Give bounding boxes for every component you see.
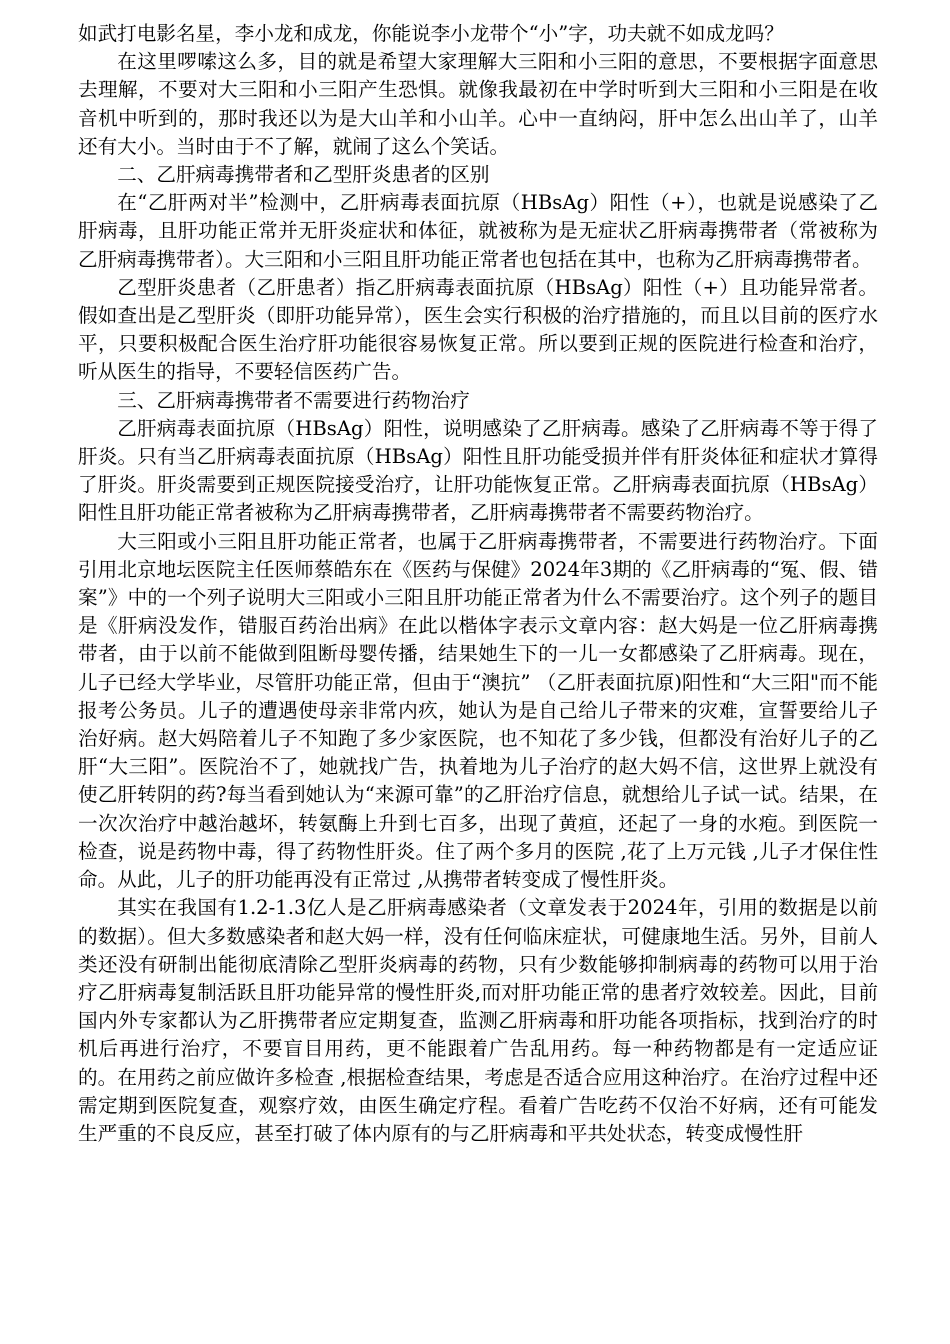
section-heading-3: 三、乙肝病毒携带者不需要进行药物治疗: [117, 388, 470, 412]
document-page: [78, 20, 878, 1148]
paragraph-intro-explanation: 在这里啰嗦这么多，目的就是希望大家理解大三阳和小三阳的意思，不要根据字面意思去理解，不要对大三阳和小三阳产生恐惧。就像我最初在中学时听到大三阳和小三阳是在收音机中听到的，那时我还以为是大山羊和小山羊。心中一直纳闷，肝中怎么出山羊了，山羊还有大小。当时由于不了解，就闹了这么个笑话。: [78, 50, 878, 158]
section-heading-2: 二、乙肝病毒携带者和乙型肝炎患者的区别: [117, 163, 490, 187]
paragraph-hepatitis-patient: 乙型肝炎患者（乙肝患者）指乙肝病毒表面抗原（HBsAg）阳性（+）且功能异常者。假如查出是乙型肝炎（即肝功能异常），医生会实行积极的治疗措施的，而且以目前的医疗水平，只要积极配合医生治疗肝功能很容易恢复正常。所以要到正规的医院进行检查和治疗，听从医生的指导，不要轻信医药广告。: [78, 275, 878, 384]
paragraph-carrier-definition: 在“乙肝两对半”检测中，乙肝病毒表面抗原（HBsAg）阳性（+），也就是说感染了乙肝病毒，且肝功能正常并无肝炎症状和体征，就被称为是无症状乙肝病毒携带者（常被称为乙肝病毒携带者）。大三阳和小三阳且肝功能正常者也包括在其中，也称为乙肝病毒携带者。: [78, 191, 878, 271]
paragraph-statistics-advice: 其实在我国有1.2-1.3亿人是乙肝病毒感染者（文章发表于2024年，引用的数据是以前的数据）。但大多数感染者和赵大妈一样，没有任何临床症状，可健康地生活。另外，目前人类还没有研制出能彻底清除乙型肝炎病毒的药物，只有少数能够抑制病毒的药物可以用于治疗乙肝病毒复制活跃且肝功能异常的慢性肝炎,而对肝功能正常的患者疗效较差。因此，目前国内外专家都认为乙肝携带者应定期复查，监测乙肝病毒和肝功能各项指标，找到治疗的时机后再进行治疗，不要盲目用药，更不能跟着广告乱用药。每一种药物都是有一定适应证的。在用药之前应做许多检查 ,根据检查结果，考虑是否适合应用这种治疗。在治疗过程中还需定期到医院复查，观察疗效，由医生确定疗程。看着广告吃药不仅治不好病，还有可能发生严重的不良反应，甚至打破了体内原有的与乙肝病毒和平共处状态，转变成慢性肝: [78, 896, 878, 1145]
paragraph-case-example: 大三阳或小三阳且肝功能正常者，也属于乙肝病毒携带者，不需要进行药物治疗。下面引用北京地坛医院主任医师蔡皓东在《医药与保健》2024年3期的《乙肝病毒的“冤、假、错案”》中的一个列子说明大三阳或小三阳且肝功能正常者为什么不需要治疗。这个列子的题目是《肝病没发作，错服百药治出病》在此以楷体字表示文章内容：赵大妈是一位乙肝病毒携带者，由于以前不能做到阻断母婴传播，结果她生下的一儿一女都感染了乙肝病毒。现在，儿子已经大学毕业，尽管肝功能正常，但由于“澳抗” （乙肝表面抗原)阳性和“大三阳"而不能报考公务员。儿子的遭遇使母亲非常内疚，她认为是自己给儿子带来的灾难，宣誓要给儿子治好病。赵大妈陪着儿子不知跑了多少家医院，也不知花了多少钱，但都没有治好儿子的乙肝“大三阳”。医院治不了，她就找广告，执着地为儿子治疗的赵大妈不信，这世界上就没有使乙肝转阴的药?每当看到她认为“来源可靠”的乙肝治疗信息，就想给儿子试一试。结果，在一次次治疗中越治越坏，转氨酶上升到七百多，出现了黄疸，还起了一身的水疱。到医院一检查，说是药物中毒，得了药物性肝炎。住了两个多月的医院 ,花了上万元钱 ,儿子才保住性命。从此，儿子的肝功能再没有正常过 ,从携带者转变成了慢性肝炎。: [78, 529, 878, 892]
paragraph-continuation: 如武打电影名星，李小龙和成龙，你能说李小龙带个“小”字，功夫就不如成龙吗？: [78, 22, 784, 45]
paragraph-no-drug-treatment: 乙肝病毒表面抗原（HBsAg）阳性，说明感染了乙肝病毒。感染了乙肝病毒不等于得了肝炎。只有当乙肝病毒表面抗原（HBsAg）阳性且肝功能受损并伴有肝炎体征和症状才算得了肝炎。肝炎需要到正规医院接受治疗，让肝功能恢复正常。乙肝病毒表面抗原（HBsAg）阳性且肝功能正常者被称为乙肝病毒携带者，乙肝病毒携带者不需要药物治疗。: [78, 416, 878, 525]
